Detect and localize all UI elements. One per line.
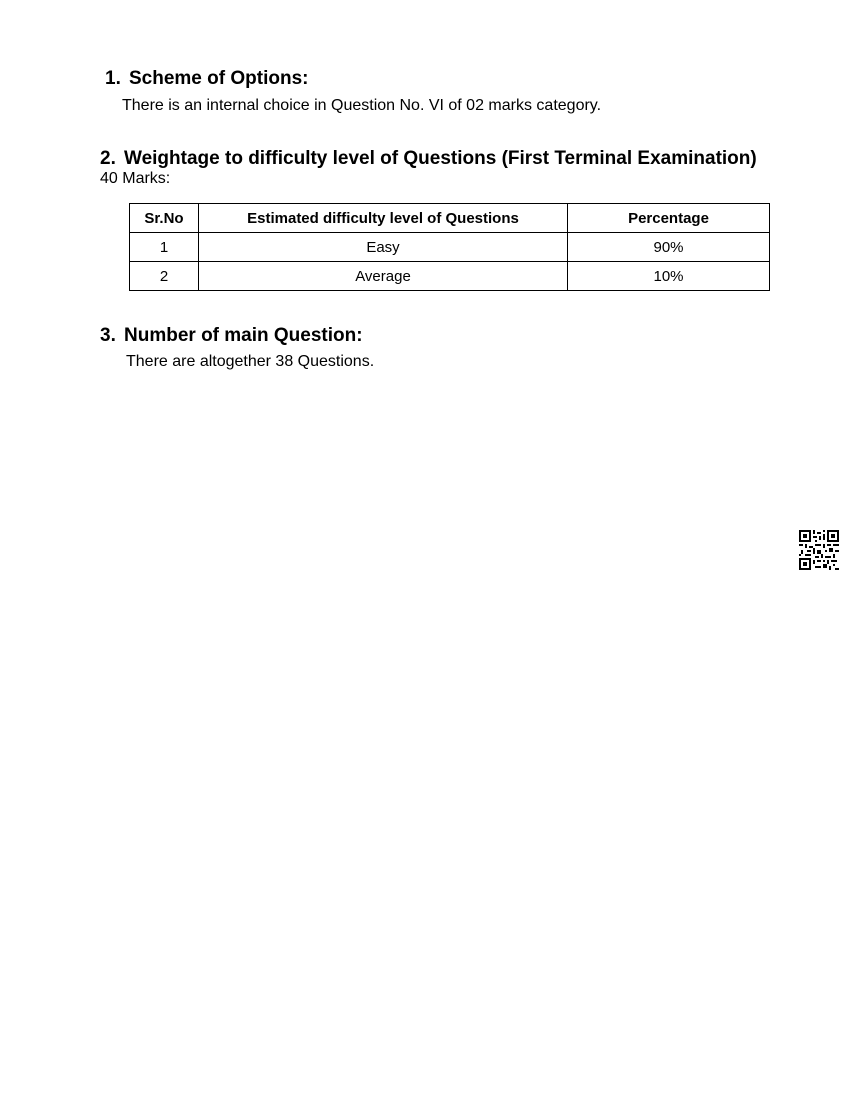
section-title: Scheme of Options: xyxy=(129,68,309,89)
qr-code-icon xyxy=(799,530,839,570)
section-heading xyxy=(100,148,757,170)
cell-percentage: 90% xyxy=(568,233,770,262)
section-title-continued: 40 Marks: xyxy=(100,170,171,187)
section-number: 3. xyxy=(100,325,116,346)
difficulty-weightage-table xyxy=(129,203,770,291)
section-heading xyxy=(100,325,374,347)
section-number-of-questions xyxy=(100,325,374,372)
section-number: 2. xyxy=(100,148,116,169)
header-percentage: Percentage xyxy=(568,204,770,233)
cell-sr-no: 1 xyxy=(130,233,199,262)
table-row xyxy=(130,262,770,291)
section-scheme-of-options xyxy=(105,68,601,116)
cell-difficulty-level: Easy xyxy=(199,233,568,262)
section-number: 1. xyxy=(105,68,121,89)
section-weightage xyxy=(100,148,757,188)
section-body-text: There is an internal choice in Question No. VI of 02 marks category. xyxy=(122,97,602,114)
cell-difficulty-level: Average xyxy=(199,262,568,291)
section-body-text: There are altogether 38 Questions. xyxy=(126,353,375,370)
header-difficulty-level: Estimated difficulty level of Questions xyxy=(199,204,568,233)
section-heading xyxy=(105,68,601,90)
section-title: Number of main Question: xyxy=(124,325,363,346)
section-title: Weightage to difficulty level of Questions (First Terminal Examination) xyxy=(124,148,757,169)
cell-percentage: 10% xyxy=(568,262,770,291)
header-sr-no: Sr.No xyxy=(130,204,199,233)
cell-sr-no: 2 xyxy=(130,262,199,291)
table-row xyxy=(130,233,770,262)
table-header-row xyxy=(130,204,770,233)
